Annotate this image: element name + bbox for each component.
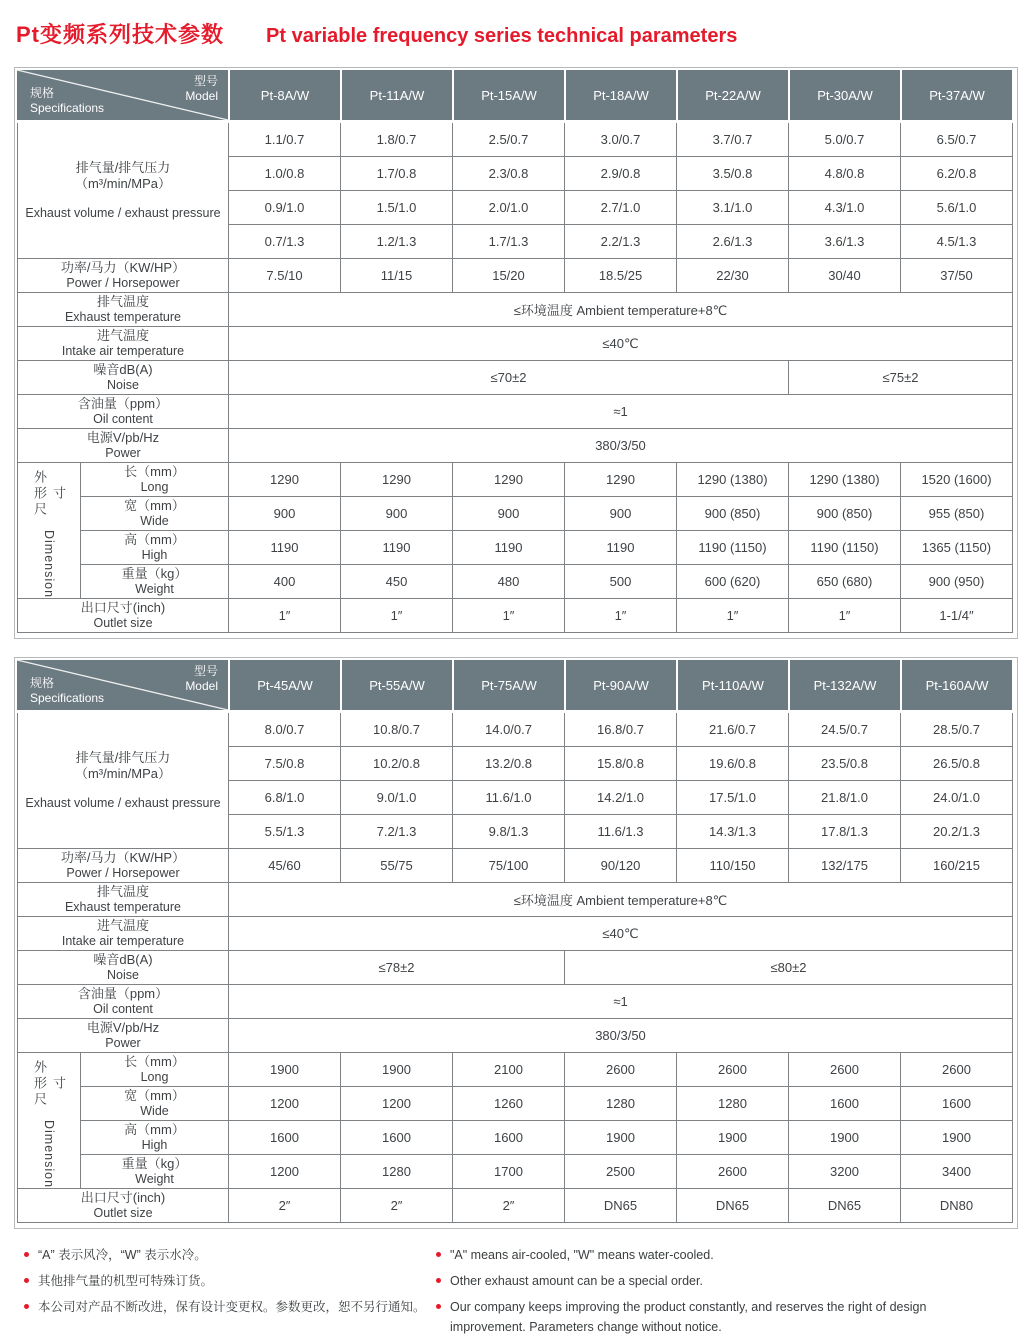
value-cell: 2.3/0.8 [453, 157, 565, 191]
row-label-zh: 重量（kg） [121, 1156, 188, 1171]
value-cell: 3.5/0.8 [677, 157, 789, 191]
model-header-cell: Pt-75A/W [452, 660, 564, 710]
value-cell: 2100 [453, 1053, 565, 1087]
value-cell: 4.8/0.8 [789, 157, 901, 191]
model-header-cell: Pt-18A/W [564, 70, 676, 120]
value-cell: 6.8/1.0 [229, 781, 341, 815]
value-cell: 1.0/0.8 [229, 157, 341, 191]
value-cell: 1600 [229, 1121, 341, 1155]
row-label-unit: （m³/min/MPa） [74, 766, 172, 781]
row-label-exhaust-volume [18, 713, 229, 849]
row-label-exhaust-volume [18, 123, 229, 259]
value-cell-span: ≤环境温度 Ambient temperature+8℃ [229, 293, 1013, 327]
value-cell: 4.3/1.0 [789, 191, 901, 225]
row-label-zh: 宽（mm） [124, 498, 185, 513]
note-text: Our company keeps improving the product constantly, and reserves the right of design improvement. Parameters change without notice. [450, 1300, 927, 1334]
model-header-cell: Pt-160A/W [900, 660, 1012, 710]
value-cell: 955 (850) [901, 497, 1013, 531]
value-cell: 6.5/0.7 [901, 123, 1013, 157]
value-cell: 1190 [229, 531, 341, 565]
row-label-zh: 排气量/排气压力 [75, 750, 171, 765]
value-cell: 3400 [901, 1155, 1013, 1189]
value-cell: 1.7/0.8 [341, 157, 453, 191]
row-label-en: Power / Horsepower [66, 866, 180, 880]
row-label-zh: 噪音dB(A) [93, 362, 153, 377]
row-label-intake-temperature [18, 327, 229, 361]
value-cell: 2600 [901, 1053, 1013, 1087]
bullet-icon [24, 1278, 29, 1283]
row-label-wide [81, 1087, 229, 1121]
row-label-long [81, 1053, 229, 1087]
value-cell: 14.3/1.3 [677, 815, 789, 849]
noise-value-cell: ≤75±2 [789, 361, 1013, 395]
corner-spec-en: Specifications [30, 691, 105, 705]
row-label-long [81, 463, 229, 497]
corner-cell [17, 70, 228, 120]
row-label-zh: 进气温度 [96, 918, 149, 933]
value-cell-span: ≤40℃ [229, 327, 1013, 361]
row-label-zh: 出口尺寸(inch) [80, 1190, 166, 1205]
value-cell: 2.2/1.3 [565, 225, 677, 259]
row-label-en: Outlet size [93, 1206, 153, 1220]
value-cell: 24.0/1.0 [901, 781, 1013, 815]
dimension-group-cell [18, 1053, 81, 1189]
value-cell: 1280 [677, 1087, 789, 1121]
value-cell: 1.8/0.7 [341, 123, 453, 157]
value-cell: 2600 [565, 1053, 677, 1087]
value-cell: 900 [341, 497, 453, 531]
row-label-en: Power [105, 446, 141, 460]
value-cell: 2.0/1.0 [453, 191, 565, 225]
corner-model-zh: 型号 [193, 74, 218, 88]
corner-spec-label [30, 676, 104, 706]
value-cell: 1280 [565, 1087, 677, 1121]
value-cell: 1600 [453, 1121, 565, 1155]
row-label-en: Exhaust volume / exhaust pressure [25, 796, 221, 810]
value-cell: 55/75 [341, 849, 453, 883]
row-label-en: Noise [107, 968, 139, 982]
value-cell: 14.0/0.7 [453, 713, 565, 747]
value-cell: 480 [453, 565, 565, 599]
value-cell: 1.2/1.3 [341, 225, 453, 259]
value-cell: 11/15 [341, 259, 453, 293]
value-cell: 1900 [229, 1053, 341, 1087]
value-cell: 5.5/1.3 [229, 815, 341, 849]
value-cell: 75/100 [453, 849, 565, 883]
note-text: “A” 表示风冷，“W” 表示水冷。 [38, 1248, 207, 1262]
value-cell: 1″ [341, 599, 453, 633]
value-cell: 37/50 [901, 259, 1013, 293]
value-cell: 2″ [453, 1189, 565, 1223]
model-header-cell: Pt-132A/W [788, 660, 900, 710]
model-header-cell: Pt-90A/W [564, 660, 676, 710]
row-label-en: Intake air temperature [61, 344, 185, 358]
value-cell: 2″ [229, 1189, 341, 1223]
value-cell: 1″ [789, 599, 901, 633]
row-label-en: Long [140, 480, 169, 494]
value-cell: 1″ [565, 599, 677, 633]
value-cell: 2.5/0.7 [453, 123, 565, 157]
value-cell: 22/30 [677, 259, 789, 293]
value-cell: 900 (850) [789, 497, 901, 531]
row-label-zh: 噪音dB(A) [93, 952, 153, 967]
row-label-outlet-size [18, 1189, 229, 1223]
value-cell: 3.6/1.3 [789, 225, 901, 259]
row-label-exhaust-temperature [18, 883, 229, 917]
row-label-zh: 高（mm） [124, 532, 185, 547]
table-header-row [17, 660, 1012, 710]
row-label-en: High [141, 1138, 168, 1152]
row-label-zh: 电源V/pb/Hz [86, 1020, 160, 1035]
row-label-zh: 功率/马力（KW/HP） [60, 850, 186, 865]
value-cell: 900 (850) [677, 497, 789, 531]
value-cell: 400 [229, 565, 341, 599]
value-cell: 1520 (1600) [901, 463, 1013, 497]
value-cell: 1190 (1150) [789, 531, 901, 565]
footnotes-zh-column [24, 1245, 436, 1343]
noise-value-cell: ≤70±2 [229, 361, 789, 395]
row-label-en: Wide [140, 514, 169, 528]
row-label-en: Power / Horsepower [66, 276, 180, 290]
row-label-power-horsepower [18, 849, 229, 883]
row-label-en: Weight [135, 582, 174, 596]
model-header-cell: Pt-45A/W [228, 660, 340, 710]
value-cell: 3.0/0.7 [565, 123, 677, 157]
value-cell: 45/60 [229, 849, 341, 883]
value-cell: 5.6/1.0 [901, 191, 1013, 225]
value-cell: DN80 [901, 1189, 1013, 1223]
value-cell: 4.5/1.3 [901, 225, 1013, 259]
value-cell-span: ≈1 [229, 985, 1013, 1019]
note-item [436, 1245, 956, 1265]
model-header-cell: Pt-8A/W [228, 70, 340, 120]
row-label-high [81, 1121, 229, 1155]
value-cell: 900 [565, 497, 677, 531]
note-text: Other exhaust amount can be a special order. [450, 1274, 703, 1288]
value-cell: 1.1/0.7 [229, 123, 341, 157]
value-cell: 1900 [341, 1053, 453, 1087]
note-text: 本公司对产品不断改进，保有设计变更权。参数更改，恕不另行通知。 [38, 1300, 426, 1314]
value-cell: 13.2/0.8 [453, 747, 565, 781]
corner-model-label [185, 74, 218, 104]
value-cell: 1290 [453, 463, 565, 497]
value-cell: 1290 [341, 463, 453, 497]
value-cell: 2600 [677, 1155, 789, 1189]
note-item [436, 1297, 956, 1337]
row-label-power-supply [18, 429, 229, 463]
bullet-icon [24, 1252, 29, 1257]
row-label-noise [18, 951, 229, 985]
value-cell: 1200 [229, 1087, 341, 1121]
row-label-zh: 含油量（ppm） [77, 396, 169, 411]
dimension-group-labels [30, 1053, 68, 1188]
model-header-cell: Pt-11A/W [340, 70, 452, 120]
row-label-en: Wide [140, 1104, 169, 1118]
note-text: "A" means air-cooled, "W" means water-cooled. [450, 1248, 714, 1262]
value-cell: 19.6/0.8 [677, 747, 789, 781]
value-cell: 2500 [565, 1155, 677, 1189]
row-label-zh: 长（mm） [124, 464, 185, 479]
value-cell: 1900 [789, 1121, 901, 1155]
spec-table-1 [14, 67, 1018, 639]
row-label-zh: 含油量（ppm） [77, 986, 169, 1001]
page-title [16, 18, 1010, 49]
value-cell: 1600 [341, 1121, 453, 1155]
row-label-oil-content [18, 985, 229, 1019]
note-item [436, 1271, 956, 1291]
value-cell: 1200 [341, 1087, 453, 1121]
value-cell: 17.8/1.3 [789, 815, 901, 849]
value-cell-span: 380/3/50 [229, 1019, 1013, 1053]
row-label-zh: 高（mm） [124, 1122, 185, 1137]
value-cell: 132/175 [789, 849, 901, 883]
value-cell: 110/150 [677, 849, 789, 883]
corner-cell [17, 660, 228, 710]
value-cell: 1900 [901, 1121, 1013, 1155]
value-cell: 500 [565, 565, 677, 599]
value-cell: 90/120 [565, 849, 677, 883]
value-cell: 450 [341, 565, 453, 599]
value-cell: 15.8/0.8 [565, 747, 677, 781]
row-label-unit: （m³/min/MPa） [74, 176, 172, 191]
noise-value-cell: ≤80±2 [565, 951, 1013, 985]
row-label-zh: 排气温度 [96, 884, 149, 899]
model-header-cell: Pt-55A/W [340, 660, 452, 710]
value-cell: DN65 [677, 1189, 789, 1223]
value-cell: 1600 [901, 1087, 1013, 1121]
note-item [24, 1297, 436, 1317]
value-cell: 1.5/1.0 [341, 191, 453, 225]
row-label-en: Weight [135, 1172, 174, 1186]
value-cell: 11.6/1.0 [453, 781, 565, 815]
row-label-en: Intake air temperature [61, 934, 185, 948]
value-cell: 11.6/1.3 [565, 815, 677, 849]
value-cell: 16.8/0.7 [565, 713, 677, 747]
value-cell: 7.2/1.3 [341, 815, 453, 849]
value-cell: 15/20 [453, 259, 565, 293]
value-cell-span: ≤40℃ [229, 917, 1013, 951]
value-cell: 10.2/0.8 [341, 747, 453, 781]
row-label-power-horsepower [18, 259, 229, 293]
value-cell: 1200 [229, 1155, 341, 1189]
model-header-cell: Pt-30A/W [788, 70, 900, 120]
value-cell: 3.1/1.0 [677, 191, 789, 225]
value-cell-span: ≤环境温度 Ambient temperature+8℃ [229, 883, 1013, 917]
value-cell: 20.2/1.3 [901, 815, 1013, 849]
value-cell: 9.8/1.3 [453, 815, 565, 849]
value-cell: 26.5/0.8 [901, 747, 1013, 781]
corner-spec-zh: 规格 [30, 86, 55, 100]
value-cell: 21.8/1.0 [789, 781, 901, 815]
bullet-icon [436, 1278, 441, 1283]
value-cell: 1290 [229, 463, 341, 497]
row-label-en: Outlet size [93, 616, 153, 630]
value-cell: 900 [453, 497, 565, 531]
row-label-en: Long [140, 1070, 169, 1084]
value-cell: 1365 (1150) [901, 531, 1013, 565]
value-cell: 1900 [677, 1121, 789, 1155]
row-label-exhaust-temperature [18, 293, 229, 327]
model-header-cell: Pt-22A/W [676, 70, 788, 120]
value-cell: 1290 (1380) [677, 463, 789, 497]
value-cell: 3200 [789, 1155, 901, 1189]
value-cell: 1″ [677, 599, 789, 633]
spec-table-2 [14, 657, 1018, 1229]
value-cell: 160/215 [901, 849, 1013, 883]
value-cell: 1260 [453, 1087, 565, 1121]
value-cell: 1600 [789, 1087, 901, 1121]
value-cell: 21.6/0.7 [677, 713, 789, 747]
table-header-row [17, 70, 1012, 120]
value-cell: 7.5/0.8 [229, 747, 341, 781]
value-cell: 1280 [341, 1155, 453, 1189]
note-text: 其他排气量的机型可特殊订货。 [38, 1274, 214, 1288]
value-cell: DN65 [565, 1189, 677, 1223]
row-label-wide [81, 497, 229, 531]
row-label-weight [81, 1155, 229, 1189]
value-cell: 2600 [677, 1053, 789, 1087]
value-cell: 0.9/1.0 [229, 191, 341, 225]
value-cell: 1290 [565, 463, 677, 497]
row-label-en: Power [105, 1036, 141, 1050]
dimension-group-zh: 外形尺寸 [32, 469, 66, 518]
value-cell: 14.2/1.0 [565, 781, 677, 815]
model-header-cell: Pt-110A/W [676, 660, 788, 710]
value-cell: 2.7/1.0 [565, 191, 677, 225]
dimension-group-cell [18, 463, 81, 599]
dimension-group-zh: 外形尺寸 [32, 1059, 66, 1108]
corner-model-en: Model [185, 89, 218, 103]
row-label-intake-temperature [18, 917, 229, 951]
row-label-zh: 重量（kg） [121, 566, 188, 581]
corner-model-label [185, 664, 218, 694]
value-cell: 1190 [565, 531, 677, 565]
value-cell: 1190 (1150) [677, 531, 789, 565]
row-label-zh: 排气温度 [96, 294, 149, 309]
value-cell: 600 (620) [677, 565, 789, 599]
row-label-zh: 长（mm） [124, 1054, 185, 1069]
footnotes-en-column [436, 1245, 956, 1343]
row-label-outlet-size [18, 599, 229, 633]
row-label-zh: 功率/马力（KW/HP） [60, 260, 186, 275]
corner-spec-en: Specifications [30, 101, 105, 115]
value-cell: 1″ [229, 599, 341, 633]
value-cell: 1900 [565, 1121, 677, 1155]
noise-value-cell: ≤78±2 [229, 951, 565, 985]
value-cell: 1″ [453, 599, 565, 633]
value-cell: 1190 [341, 531, 453, 565]
value-cell: DN65 [789, 1189, 901, 1223]
row-label-zh: 出口尺寸(inch) [80, 600, 166, 615]
value-cell: 18.5/25 [565, 259, 677, 293]
spec-grid [17, 713, 1013, 1223]
page-title-en: Pt variable frequency series technical parameters [266, 25, 738, 47]
value-cell: 1.7/1.3 [453, 225, 565, 259]
row-label-high [81, 531, 229, 565]
value-cell: 650 (680) [789, 565, 901, 599]
note-item [24, 1271, 436, 1291]
dimension-group-en: Dimension [42, 1119, 56, 1188]
value-cell: 23.5/0.8 [789, 747, 901, 781]
value-cell: 2.6/1.3 [677, 225, 789, 259]
row-label-en: Exhaust temperature [64, 310, 182, 324]
note-item [24, 1245, 436, 1265]
footnotes [24, 1245, 1010, 1343]
row-label-oil-content [18, 395, 229, 429]
row-label-power-supply [18, 1019, 229, 1053]
bullet-icon [24, 1304, 29, 1309]
corner-model-zh: 型号 [193, 664, 218, 678]
row-label-en: Oil content [93, 1002, 153, 1016]
spec-grid [17, 123, 1013, 633]
value-cell-span: ≈1 [229, 395, 1013, 429]
model-header-cell: Pt-37A/W [900, 70, 1012, 120]
value-cell: 1290 (1380) [789, 463, 901, 497]
dimension-group-en: Dimension [42, 529, 56, 598]
corner-spec-label [30, 86, 104, 116]
value-cell-span: 380/3/50 [229, 429, 1013, 463]
bullet-icon [436, 1304, 441, 1309]
value-cell: 2600 [789, 1053, 901, 1087]
value-cell: 9.0/1.0 [341, 781, 453, 815]
row-label-en: High [141, 548, 168, 562]
dimension-group-labels [30, 463, 68, 598]
value-cell: 2.9/0.8 [565, 157, 677, 191]
value-cell: 8.0/0.7 [229, 713, 341, 747]
row-label-en: Exhaust volume / exhaust pressure [25, 206, 221, 220]
value-cell: 1-1/4″ [901, 599, 1013, 633]
value-cell: 24.5/0.7 [789, 713, 901, 747]
value-cell: 30/40 [789, 259, 901, 293]
corner-model-en: Model [185, 679, 218, 693]
value-cell: 2″ [341, 1189, 453, 1223]
bullet-icon [436, 1252, 441, 1257]
row-label-weight [81, 565, 229, 599]
value-cell: 0.7/1.3 [229, 225, 341, 259]
value-cell: 1700 [453, 1155, 565, 1189]
row-label-zh: 进气温度 [96, 328, 149, 343]
value-cell: 900 (950) [901, 565, 1013, 599]
model-header-cell: Pt-15A/W [452, 70, 564, 120]
corner-spec-zh: 规格 [30, 676, 55, 690]
row-label-zh: 宽（mm） [124, 1088, 185, 1103]
row-label-en: Noise [107, 378, 139, 392]
page-title-zh: Pt变频系列技术参数 [16, 22, 225, 47]
row-label-zh: 电源V/pb/Hz [86, 430, 160, 445]
value-cell: 17.5/1.0 [677, 781, 789, 815]
value-cell: 28.5/0.7 [901, 713, 1013, 747]
value-cell: 900 [229, 497, 341, 531]
row-label-en: Exhaust temperature [64, 900, 182, 914]
row-label-noise [18, 361, 229, 395]
value-cell: 7.5/10 [229, 259, 341, 293]
value-cell: 6.2/0.8 [901, 157, 1013, 191]
value-cell: 3.7/0.7 [677, 123, 789, 157]
value-cell: 5.0/0.7 [789, 123, 901, 157]
row-label-zh: 排气量/排气压力 [75, 160, 171, 175]
value-cell: 10.8/0.7 [341, 713, 453, 747]
value-cell: 1190 [453, 531, 565, 565]
row-label-en: Oil content [93, 412, 153, 426]
